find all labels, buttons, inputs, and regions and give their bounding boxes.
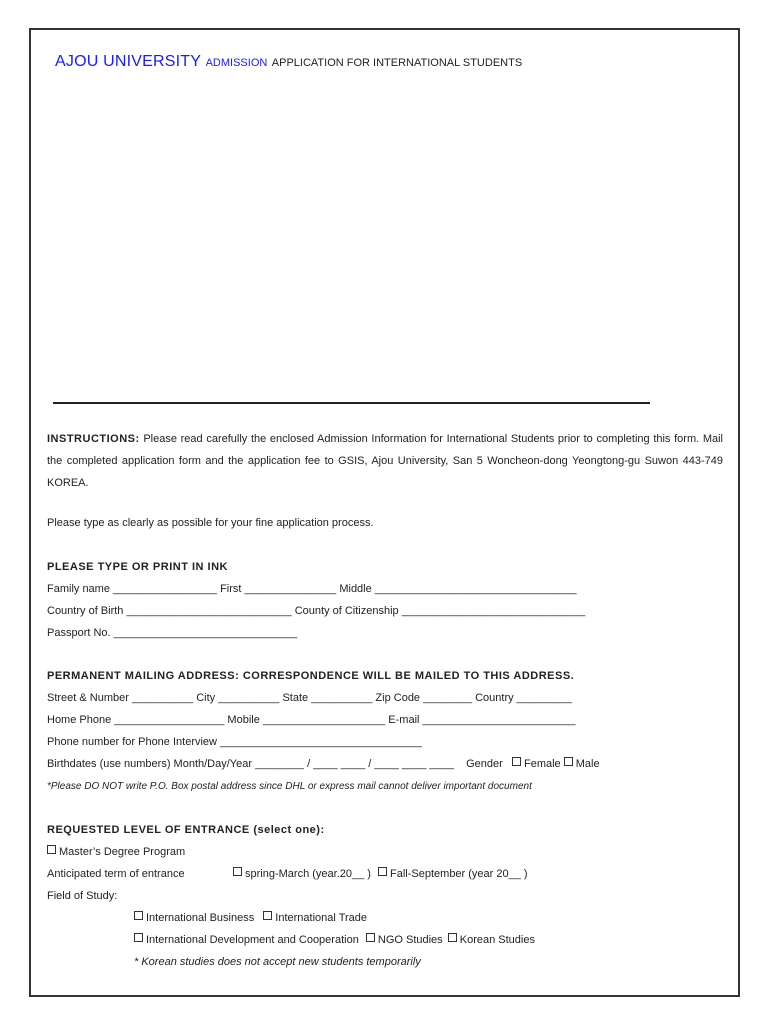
male-label: Male <box>575 758 600 770</box>
birthdate-label[interactable]: Birthdates (use numbers) Month/Day/Year ________ / ____ ____ / ____ ____ ____ <box>47 758 454 770</box>
ngo-label: NGO Studies <box>377 934 443 946</box>
admission-label: ADMISSION <box>205 57 268 69</box>
ngo-checkbox[interactable] <box>366 933 375 942</box>
masters-label: Master’s Degree Program <box>59 846 186 858</box>
term-options <box>233 867 528 881</box>
university-name: AJOU UNIVERSITY <box>55 53 202 70</box>
intl-development-checkbox[interactable] <box>134 933 143 942</box>
intl-business-label: International Business <box>146 912 255 924</box>
name-fields[interactable]: Family name _________________ First _______________ Middle _________________________________ <box>47 583 577 595</box>
interview-phone-field[interactable]: Phone number for Phone Interview _________________________________ <box>47 736 422 748</box>
gender-label: Gender <box>466 758 503 770</box>
intl-development-label: International Development and Cooperation <box>146 934 359 946</box>
male-checkbox[interactable] <box>564 757 573 766</box>
intl-trade-label: International Trade <box>275 912 368 924</box>
divider <box>53 402 650 404</box>
fall-label: Fall-September (year 20__ ) <box>390 868 528 880</box>
masters-checkbox[interactable] <box>47 845 56 854</box>
field-options-row-2 <box>134 933 535 947</box>
birthdate-field <box>47 757 600 771</box>
instructions-note: Please type as clearly as possible for your fine application process. <box>47 517 374 529</box>
instructions-text: Please read carefully the enclosed Admission Information for International Students prior to completing this form. Mail the completed application form and the application fee to GSIS, Ajou University, San 5 Woncheon-dong Yeongtong-gu Suwon 443-749 KOREA. <box>47 433 723 489</box>
birth-citizenship-fields[interactable]: Country of Birth ___________________________ County of Citizenship ______________________________ <box>47 605 586 617</box>
korean-studies-label: Korean Studies <box>459 934 535 946</box>
personal-heading: PLEASE TYPE OR PRINT IN INK <box>47 561 228 573</box>
instructions-label: INSTRUCTIONS: <box>47 433 140 445</box>
field-options-row-1 <box>134 911 367 925</box>
masters-option[interactable] <box>47 845 185 859</box>
female-label: Female <box>524 758 561 770</box>
female-checkbox[interactable] <box>512 757 521 766</box>
page-title <box>55 53 522 71</box>
address-note: *Please DO NOT write P.O. Box postal address since DHL or express mail cannot deliver important document <box>47 781 532 792</box>
spring-checkbox[interactable] <box>233 867 242 876</box>
spring-label: spring-March (year.20__ ) <box>245 868 371 880</box>
intl-business-checkbox[interactable] <box>134 911 143 920</box>
address-fields[interactable]: Street & Number __________ City __________ State __________ Zip Code ________ Country _________ <box>47 692 572 704</box>
contact-fields[interactable]: Home Phone __________________ Mobile ____________________ E-mail _________________________ <box>47 714 576 726</box>
fall-checkbox[interactable] <box>378 867 387 876</box>
mailing-heading: PERMANENT MAILING ADDRESS: CORRESPONDENCE WILL BE MAILED TO THIS ADDRESS. <box>47 670 575 682</box>
application-title: APPLICATION FOR INTERNATIONAL STUDENTS <box>271 57 523 69</box>
intl-trade-checkbox[interactable] <box>263 911 272 920</box>
passport-field[interactable]: Passport No. ______________________________ <box>47 627 298 639</box>
entrance-heading: REQUESTED LEVEL OF ENTRANCE (select one): <box>47 824 325 836</box>
field-of-study-label: Field of Study: <box>47 890 118 902</box>
korean-studies-checkbox[interactable] <box>448 933 457 942</box>
instructions <box>47 428 723 494</box>
korean-studies-note: * Korean studies does not accept new students temporarily <box>134 956 421 968</box>
term-label: Anticipated term of entrance <box>47 868 185 880</box>
